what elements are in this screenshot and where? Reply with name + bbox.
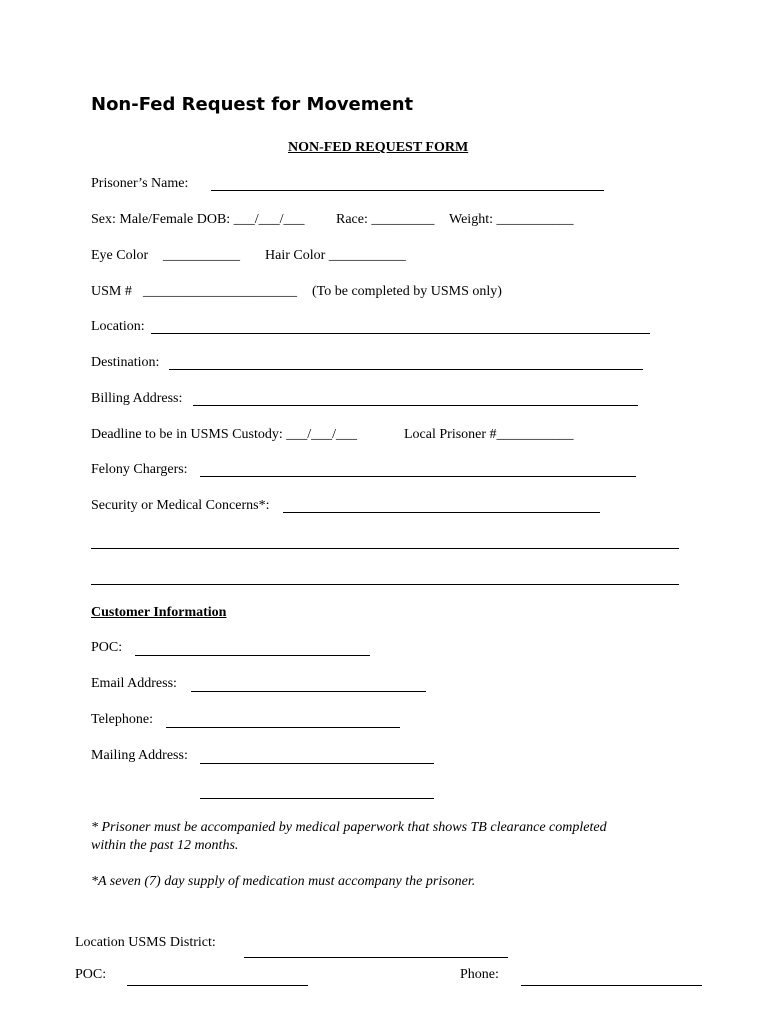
page-title: Non-Fed Request for Movement: [91, 94, 414, 115]
medication-note: *A seven (7) day supply of medication must accompany the prisoner.: [91, 874, 476, 889]
location-usms-district-field[interactable]: [244, 957, 508, 958]
billing-address-label: Billing Address:: [91, 391, 183, 406]
customer-poc-field[interactable]: [135, 655, 370, 656]
location-field[interactable]: [151, 333, 650, 334]
billing-address-field[interactable]: [193, 405, 638, 406]
footer-poc-field[interactable]: [127, 985, 308, 986]
security-medical-label: Security or Medical Concerns*:: [91, 498, 270, 513]
eye-color-label: Eye Color: [91, 248, 149, 263]
deadline-field[interactable]: Deadline to be in USMS Custody: ___/___/___: [91, 427, 357, 442]
security-medical-field[interactable]: [283, 512, 600, 513]
felony-chargers-field[interactable]: [200, 476, 636, 477]
footer-phone-field[interactable]: [521, 985, 702, 986]
telephone-label: Telephone:: [91, 712, 153, 727]
destination-field[interactable]: [169, 369, 643, 370]
mailing-address-field-2[interactable]: [200, 798, 434, 799]
weight-field[interactable]: Weight: ___________: [449, 212, 574, 227]
eye-color-field[interactable]: ___________: [163, 248, 240, 263]
customer-info-heading: Customer Information: [91, 605, 227, 620]
mailing-address-field[interactable]: [200, 763, 434, 764]
usm-field[interactable]: ______________________: [143, 284, 297, 299]
customer-poc-label: POC:: [91, 640, 123, 655]
felony-chargers-label: Felony Chargers:: [91, 462, 188, 477]
usm-note: (To be completed by USMS only): [312, 284, 502, 299]
sex-dob-field[interactable]: Sex: Male/Female DOB: ___/___/___: [91, 212, 305, 227]
email-address-field[interactable]: [191, 691, 426, 692]
mailing-address-label: Mailing Address:: [91, 748, 188, 763]
tb-note-line-1: * Prisoner must be accompanied by medical paperwork that shows TB clearance completed: [91, 820, 607, 835]
security-medical-extra-line-1[interactable]: [91, 548, 679, 549]
hair-color-field[interactable]: Hair Color ___________: [265, 248, 406, 263]
tb-note-line-2: within the past 12 months.: [91, 838, 239, 853]
security-medical-extra-line-2[interactable]: [91, 584, 679, 585]
telephone-field[interactable]: [166, 727, 400, 728]
local-prisoner-field[interactable]: Local Prisoner #___________: [404, 427, 574, 442]
form-subtitle: NON-FED REQUEST FORM: [288, 140, 469, 155]
footer-poc-label: POC:: [75, 967, 107, 982]
prisoners-name-label: Prisoner’s Name:: [91, 176, 189, 191]
destination-label: Destination:: [91, 355, 160, 370]
footer-phone-label: Phone:: [460, 967, 499, 982]
location-usms-district-label: Location USMS District:: [75, 935, 216, 950]
prisoners-name-field[interactable]: [211, 190, 604, 191]
usm-label: USM #: [91, 284, 132, 299]
location-label: Location:: [91, 319, 145, 334]
race-field[interactable]: Race: _________: [336, 212, 435, 227]
email-address-label: Email Address:: [91, 676, 177, 691]
